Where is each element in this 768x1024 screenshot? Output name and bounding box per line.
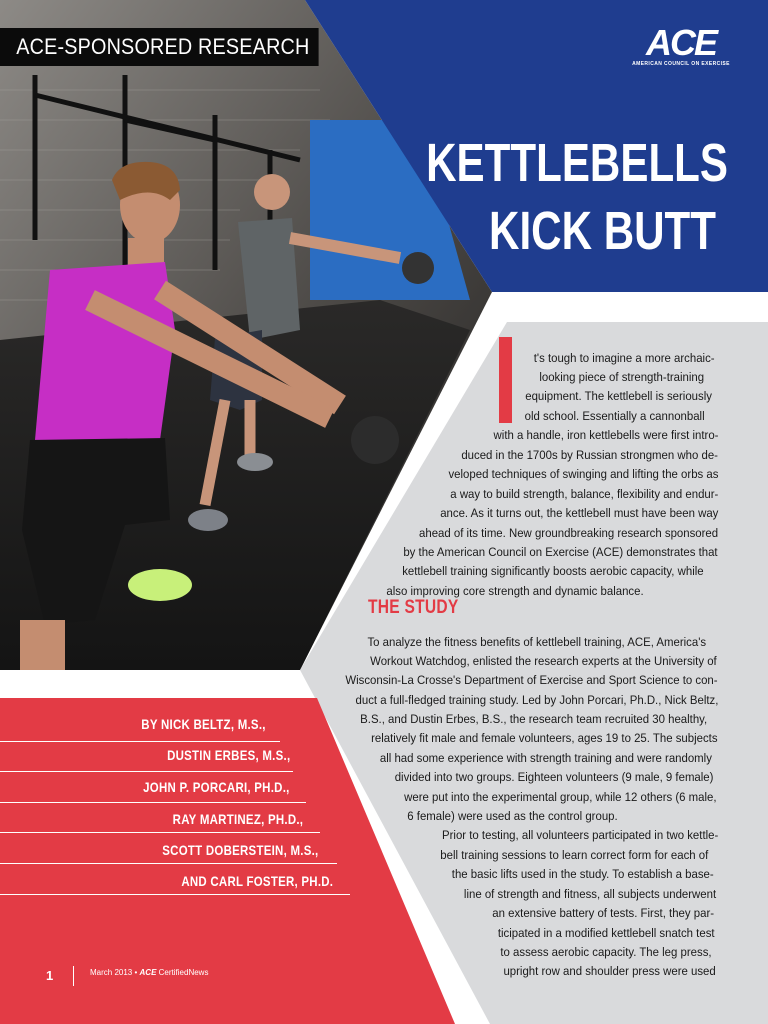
drop-cap-i: [499, 337, 512, 423]
study-line: upright row and shoulder press were used: [503, 964, 716, 978]
article-title-line1: KETTLEBELLS: [426, 133, 728, 193]
intro-line: a way to build strength, balance, flexibility and endur-: [449, 487, 718, 501]
page-number: 1: [46, 968, 54, 983]
intro-line: t's tough to imagine a more archaic-: [534, 351, 715, 365]
study-line: Wisconsin-La Crosse's Department of Exercise and Sport Science to con-: [345, 673, 718, 687]
footer-publication: CertifiedNews: [158, 968, 209, 977]
study-line: line of strength and fitness, all subjects underwent: [463, 887, 716, 901]
study-line: B.S., and Dustin Erbes, B.S., the research team recruited 30 healthy,: [359, 712, 707, 726]
byline-line: RAY MARTINEZ, PH.D.,: [172, 811, 303, 827]
footer-date: March 2013: [90, 968, 133, 977]
byline-line: DUSTIN ERBES, M.S.,: [166, 747, 290, 763]
study-line: the basic lifts used in the study. To establish a base-: [452, 867, 714, 881]
study-line: to assess aerobic capacity. The leg press,: [500, 945, 712, 959]
study-line: divided into two groups. Eighteen volunteers (9 male, 9 female): [394, 770, 713, 784]
section-tag: ACE-SPONSORED RESEARCH: [0, 28, 319, 66]
study-line: To analyze the fitness benefits of kettlebell training, ACE, America's: [367, 635, 706, 649]
study-line: duct a full-fledged training study. Led by John Porcari, Ph.D., Nick Beltz,: [355, 693, 718, 707]
intro-line: also improving core strength and dynamic balance.: [386, 584, 644, 598]
ace-logo: [630, 22, 732, 67]
byline-line: JOHN P. PORCARI, PH.D.,: [143, 779, 290, 795]
intro-line: kettlebell training significantly boosts aerobic capacity, while: [402, 564, 704, 578]
study-line: relatively fit male and female volunteers, ages 19 to 25. The subjects: [371, 731, 718, 745]
study-line: 6 female) were used as the control group.: [407, 809, 618, 823]
ace-logo-subtitle: AMERICAN COUNCIL ON EXERCISE: [632, 61, 730, 67]
intro-line: ahead of its time. New groundbreaking research sponsored: [418, 526, 718, 540]
footer-brand: ACE: [139, 968, 157, 977]
study-line: all had some experience with strength training and were randomly: [379, 751, 712, 765]
intro-line: old school. Essentially a cannonball: [525, 409, 705, 423]
byline-line: BY NICK BELTZ, M.S.,: [141, 716, 266, 732]
byline-rule: [0, 802, 306, 803]
article-title-line2: KICK BUTT: [489, 201, 716, 261]
ace-logo-mark: ACE: [645, 22, 716, 63]
byline-line: SCOTT DOBERSTEIN, M.S.,: [161, 842, 318, 858]
study-line: Workout Watchdog, enlisted the research experts at the University of: [370, 654, 717, 668]
study-line: bell training sessions to learn correct form for each of: [439, 848, 708, 862]
byline-line: AND CARL FOSTER, PH.D.: [181, 873, 333, 889]
byline-rule: [0, 832, 320, 833]
byline-rule: [0, 771, 293, 772]
study-line: an extensive battery of tests. First, they par-: [492, 906, 714, 920]
study-line: ticipated in a modified kettlebell snatch test: [498, 926, 715, 940]
intro-line: veloped techniques of swinging and lifting the orbs as: [448, 467, 718, 481]
section-heading: THE STUDY: [368, 597, 459, 618]
intro-line: ance. As it turns out, the kettlebell must have been way: [439, 506, 718, 520]
byline-rule: [0, 863, 337, 864]
intro-line: with a handle, iron kettlebells were first intro-: [493, 428, 718, 442]
footer-bullet: •: [134, 968, 138, 977]
intro-line: equipment. The kettlebell is seriously: [525, 389, 712, 403]
intro-line: by the American Council on Exercise (ACE) demonstrates that: [403, 545, 718, 559]
byline-rule: [0, 741, 280, 742]
byline-rule: [0, 894, 350, 895]
intro-line: duced in the 1700s by Russian strongmen who de-: [461, 448, 718, 462]
intro-line: looking piece of strength-training: [539, 370, 704, 384]
footer-divider: [73, 966, 74, 986]
study-line: Prior to testing, all volunteers participated in two kettle-: [441, 828, 718, 842]
study-line: were put into the experimental group, while 12 others (6 male,: [404, 790, 717, 804]
footer-issue: [90, 968, 208, 977]
